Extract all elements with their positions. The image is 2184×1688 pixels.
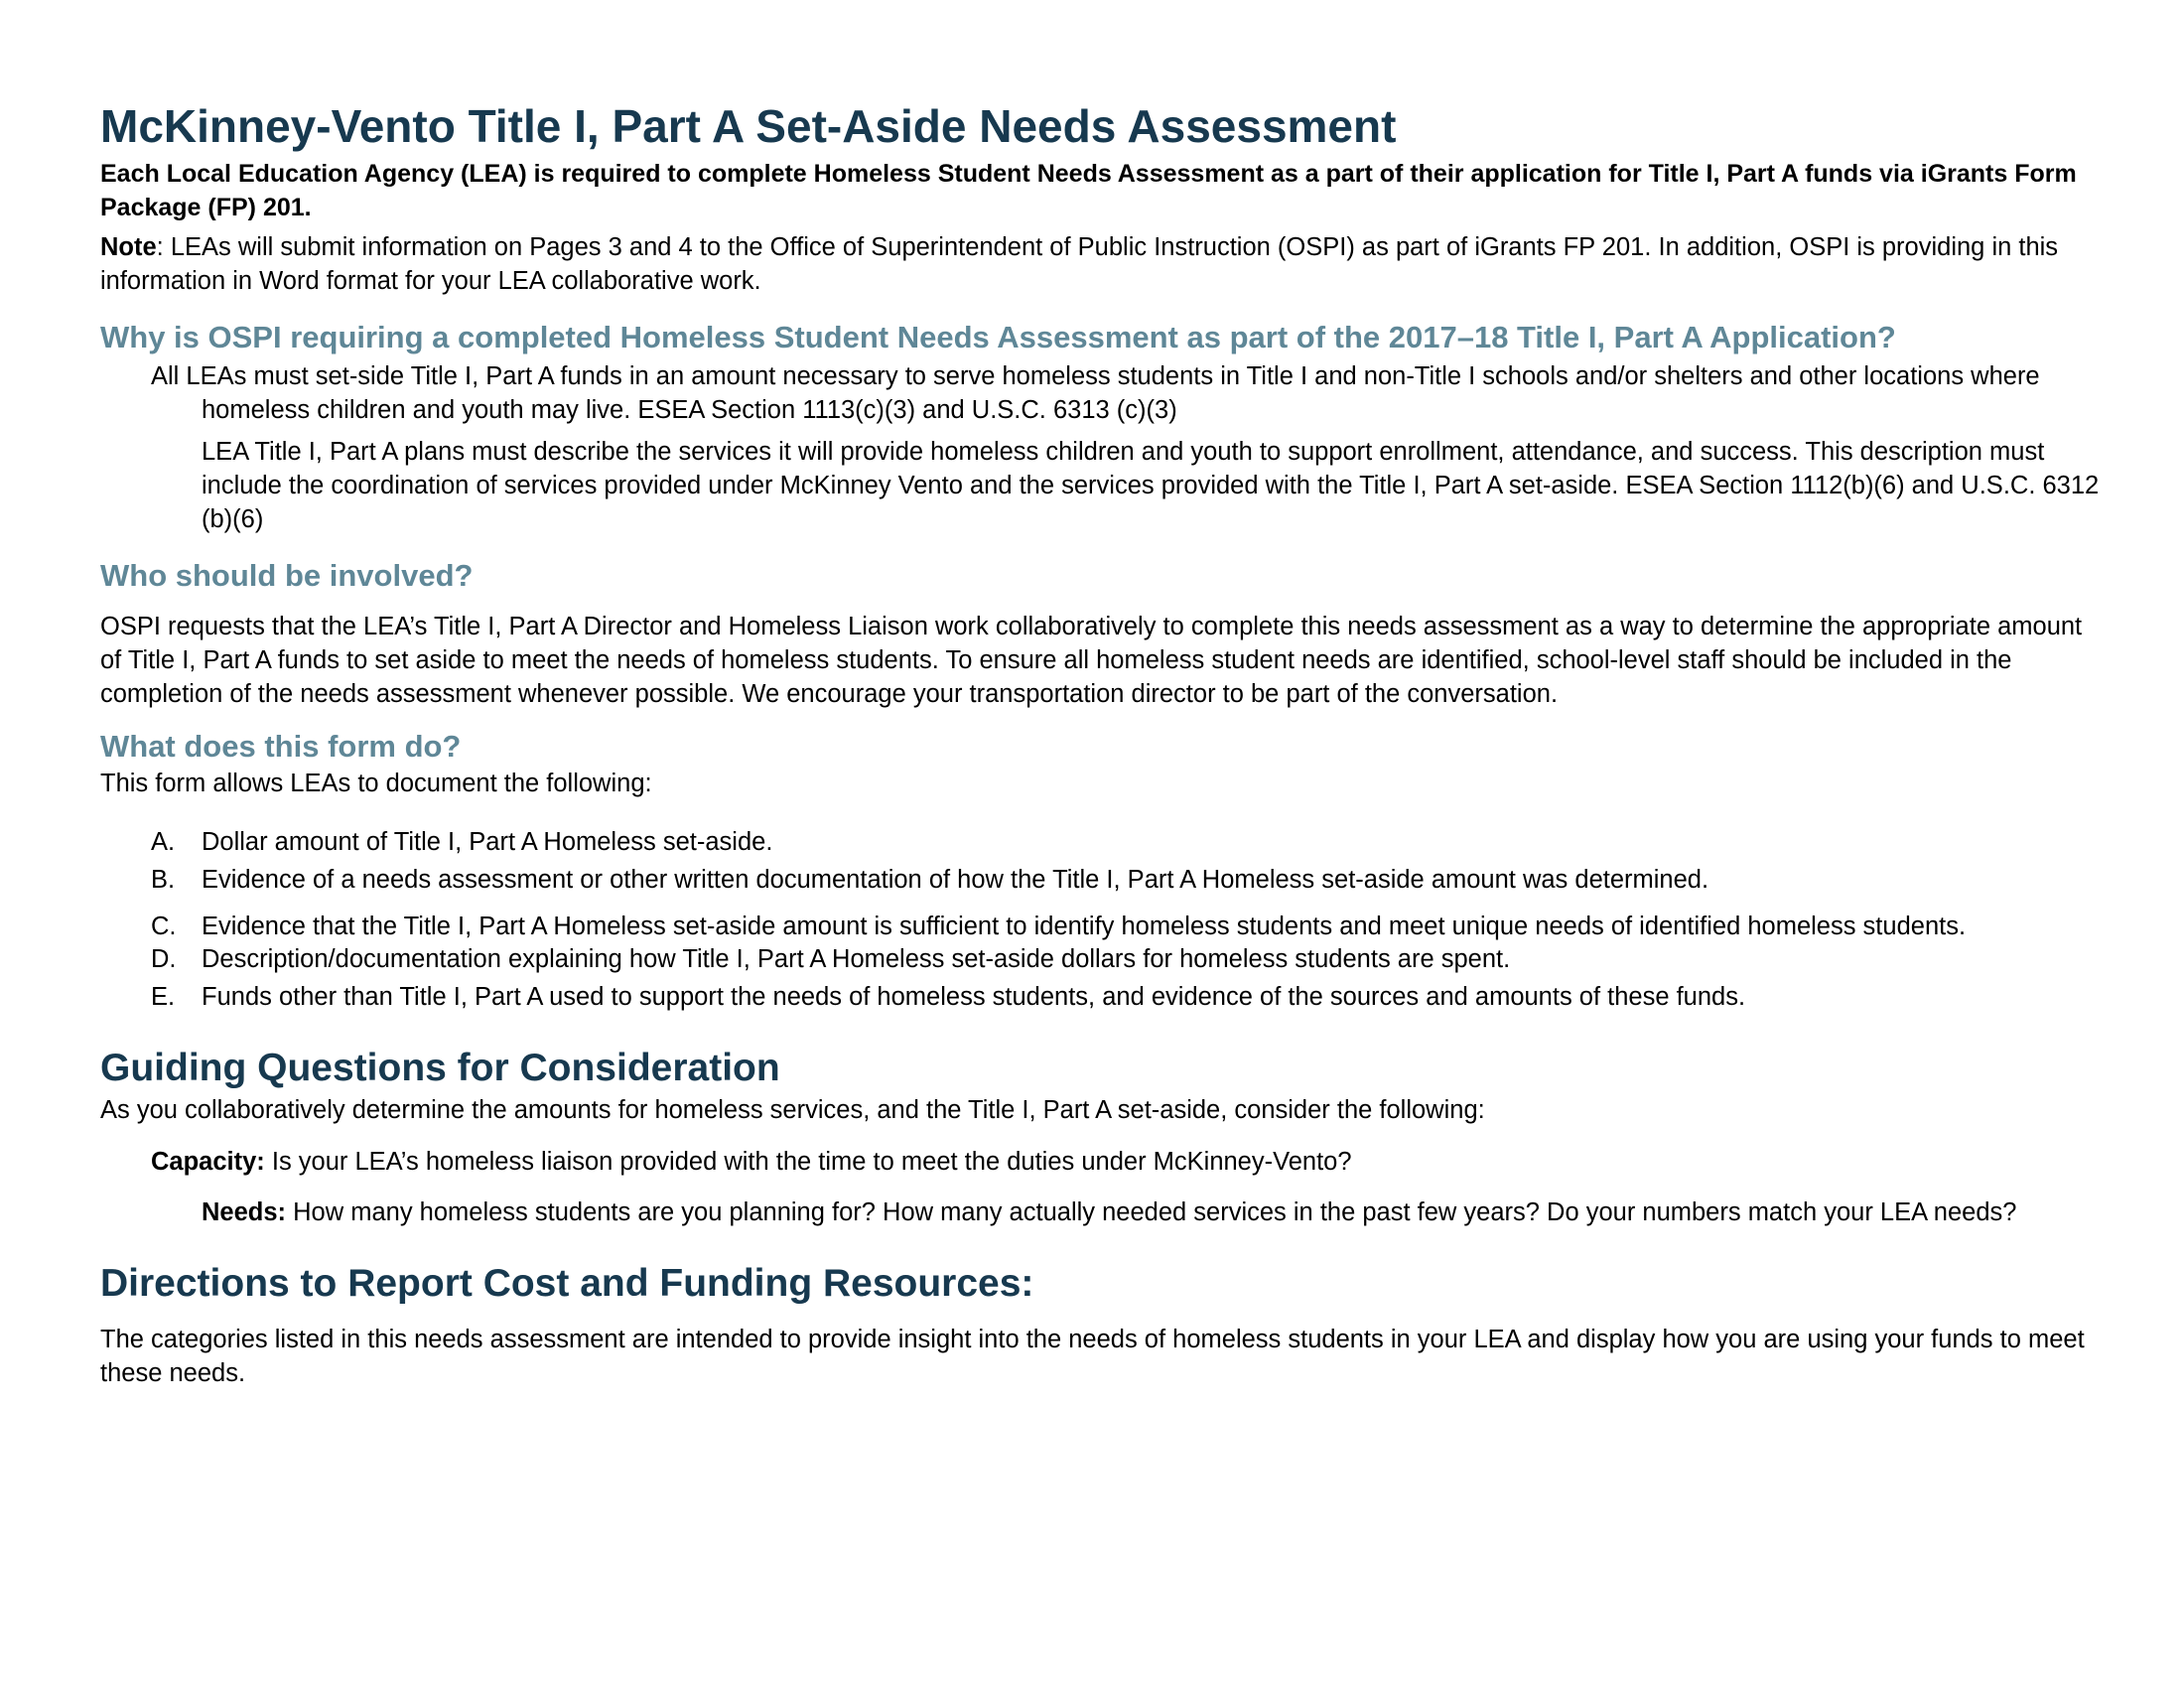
- list-item: [100, 863, 2106, 897]
- list-item: [100, 912, 2106, 942]
- list-marker: D.: [151, 945, 177, 973]
- needs-label: Needs:: [202, 1198, 287, 1226]
- list-item: [100, 825, 2106, 859]
- intro-lead: Each Local Education Agency (LEA) is required to complete Homeless Student Needs Assessment as a part of their application for Title I, Part A funds via iGrants Form Package (FP) 201.: [100, 160, 2077, 221]
- list-item-text: Funds other than Title I, Part A used to support the needs of homeless students, and evidence of the sources and amounts of these funds.: [202, 983, 1746, 1011]
- page-title: McKinney-Vento Title I, Part A Set-Aside Needs Assessment: [100, 100, 1397, 152]
- guiding-heading: Guiding Questions for Consideration: [100, 1047, 780, 1089]
- list-item: [100, 980, 2106, 1014]
- what-list: [100, 825, 2106, 1014]
- list-marker: B.: [151, 866, 176, 894]
- why-paragraph-2: LEA Title I, Part A plans must describe the services it will provide homeless children and youth to support enrollment, attendance, and success. This description must include the coordination of services provided under McKinney Vento and the services provided with the Title I, Part A set-aside. ESEA Section 1112(b)(6) and U.S.C. 6312 (b)(6): [202, 438, 2100, 533]
- directions-paragraph: The categories listed in this needs assessment are intended to provide insight into the needs of homeless students in your LEA and display how you are using your funds to meet these needs.: [100, 1326, 2085, 1387]
- list-item: [100, 942, 2106, 976]
- what-intro: This form allows LEAs to document the following:: [100, 770, 652, 797]
- needs-text: How many homeless students are you planning for? How many actually needed services in the past few years? Do your numbers match your LEA needs?: [286, 1198, 2017, 1226]
- directions-heading: Directions to Report Cost and Funding Resources:: [100, 1262, 1034, 1305]
- document-page: [100, 95, 2106, 1390]
- list-marker: A.: [151, 828, 176, 856]
- intro-note: [100, 230, 2106, 298]
- list-marker: C.: [151, 913, 177, 940]
- who-heading: Who should be involved?: [100, 558, 474, 593]
- what-heading: What does this form do?: [100, 729, 462, 764]
- capacity-question: [100, 1145, 2106, 1179]
- list-item-text: Evidence that the Title I, Part A Homeless set-aside amount is sufficient to identify homeless students and meet unique needs of identified homeless students.: [202, 913, 1967, 940]
- note-text: : LEAs will submit information on Pages 3 and 4 to the Office of Superintendent of Public Instruction (OSPI) as part of iGrants FP 201. In addition, OSPI is providing in this information in Word format for your LEA collaborative work.: [100, 233, 2059, 295]
- capacity-text: Is your LEA’s homeless liaison provided with the time to meet the duties under McKinney-Vento?: [264, 1148, 1352, 1176]
- list-item-text: Description/documentation explaining how Title I, Part A Homeless set-aside dollars for homeless students are spent.: [202, 945, 1511, 973]
- list-item-text: Dollar amount of Title I, Part A Homeless set-aside.: [202, 828, 773, 856]
- list-marker: E.: [151, 983, 176, 1011]
- needs-question: [100, 1196, 2106, 1229]
- capacity-label: Capacity:: [151, 1148, 265, 1176]
- list-item-text: Evidence of a needs assessment or other written documentation of how the Title I, Part A Homeless set-aside amount was determined.: [202, 866, 1709, 894]
- why-heading: Why is OSPI requiring a completed Homeless Student Needs Assessment as part of the 2017–18 Title I, Part A Application?: [100, 320, 1896, 354]
- who-paragraph: OSPI requests that the LEA’s Title I, Part A Director and Homeless Liaison work collaboratively to complete this needs assessment as a way to determine the appropriate amount of Title I, Part A funds to set aside to meet the needs of homeless students. To ensure all homeless student needs are identified, school-level staff should be included in the completion of the needs assessment whenever possible. We encourage your transportation director to be part of the conversation.: [100, 613, 2083, 708]
- why-paragraph-1: All LEAs must set-side Title I, Part A funds in an amount necessary to serve homeless students in Title I and non-Title I schools and/or shelters and other locations where homeless children and youth may live. ESEA Section 1113(c)(3) and U.S.C. 6313 (c)(3): [151, 362, 2040, 424]
- note-label: Note: [100, 233, 157, 261]
- guiding-intro: As you collaboratively determine the amounts for homeless services, and the Title I, Part A set-aside, consider the following:: [100, 1096, 1485, 1124]
